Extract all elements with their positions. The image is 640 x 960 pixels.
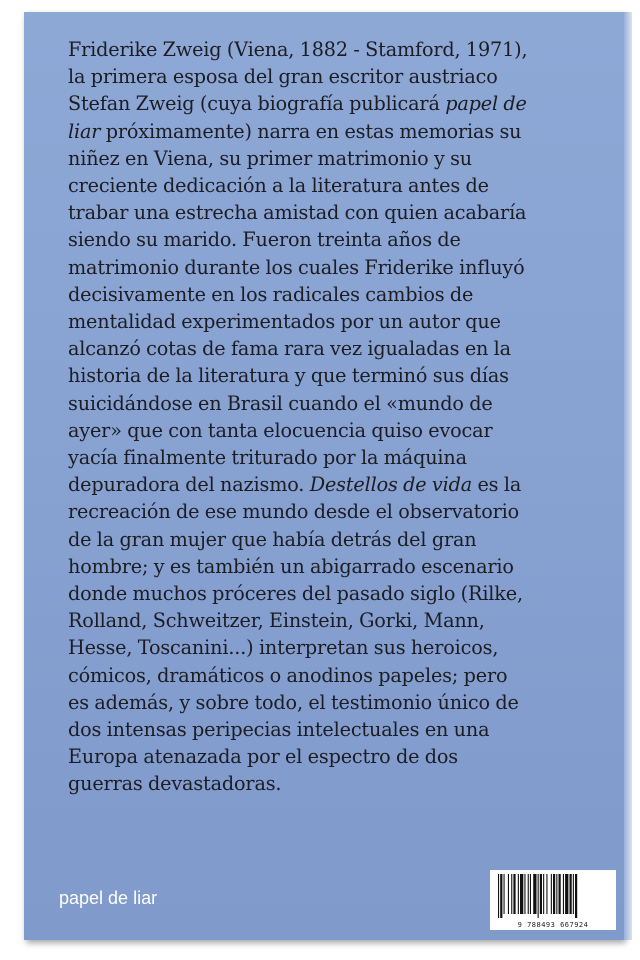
barcode-bar (498, 874, 499, 918)
barcode-bar (551, 874, 552, 914)
barcode-bar (518, 874, 519, 914)
barcode-bar (543, 874, 544, 914)
barcode-bar (524, 874, 525, 914)
barcode-bar (538, 874, 539, 918)
barcode-bar (528, 874, 529, 914)
barcode-bar (513, 874, 515, 914)
barcode-bar (500, 874, 502, 918)
publisher-logo: papel de liar (59, 888, 158, 908)
barcode-bars (498, 874, 608, 918)
barcode-bar (530, 874, 531, 914)
barcode-bar (533, 874, 536, 914)
barcode-bar (540, 874, 542, 914)
blurb-italic-title: Destellos de vida (309, 473, 473, 497)
barcode-bar (570, 874, 572, 914)
blurb-part-1: Friderike Zweig (Viena, 1882 - Stamford, 1971), la primera esposa del gran escritor austriaco Stefan Zweig (cuya biografía publicará (68, 38, 528, 116)
barcode-bar (565, 874, 568, 914)
barcode-bar (575, 874, 577, 918)
blurb-part-3: es la recreación de ese mundo desde el observatorio de la gran mujer que había detrás del gran hombre; y es también un abigarrado escenario donde muchos próceres del pasado siglo (Rilke, Rolland, Schweitzer, Einstein, Gorki, Mann, Hesse, Toscanini...) interpretan sus heroicos, cómicos, dramáticos o anodinos papeles; pero es además, y sobre todo, el testimonio único de dos intensas peripecias intelectuales en una Europa atenazada por el espectro de dos guerras devastadoras. (68, 473, 523, 796)
blurb-part-2: próximamente) narra en estas memorias su niñez en Viena, su primer matrimonio y su creciente dedicación a la literatura antes de trabar una estrecha amistad con quien acabaría siendo su marido. Fueron treinta años de matrimonio durante los cuales Friderike influyó decisivamente en los radicales cambios de mentalidad experimentados por un autor que alcanzó cotas de fama rara vez igualadas en la historia de la literatura y que terminó sus días suicidándose en Brasil cuando el «mundo de ayer» que con tanta elocuencia quiso evocar yacía finalmente triturado por la máquina depuradora del nazismo. (68, 119, 527, 497)
barcode-bar (553, 874, 555, 914)
barcode-bar (508, 874, 509, 914)
barcode-bar (556, 874, 557, 914)
barcode-bar (504, 874, 505, 914)
barcode-bar (573, 874, 574, 914)
barcode (490, 870, 616, 930)
barcode-bar (511, 874, 512, 914)
blurb-text (68, 36, 528, 798)
barcode-bar (546, 874, 547, 914)
barcode-bar (563, 874, 564, 914)
isbn-digits: 9 788493 667924 (517, 921, 589, 929)
blurb-italic-publisher: papel de liar (68, 92, 527, 143)
barcode-bar (559, 874, 561, 914)
back-cover (24, 12, 624, 940)
barcode-bar (520, 874, 523, 914)
